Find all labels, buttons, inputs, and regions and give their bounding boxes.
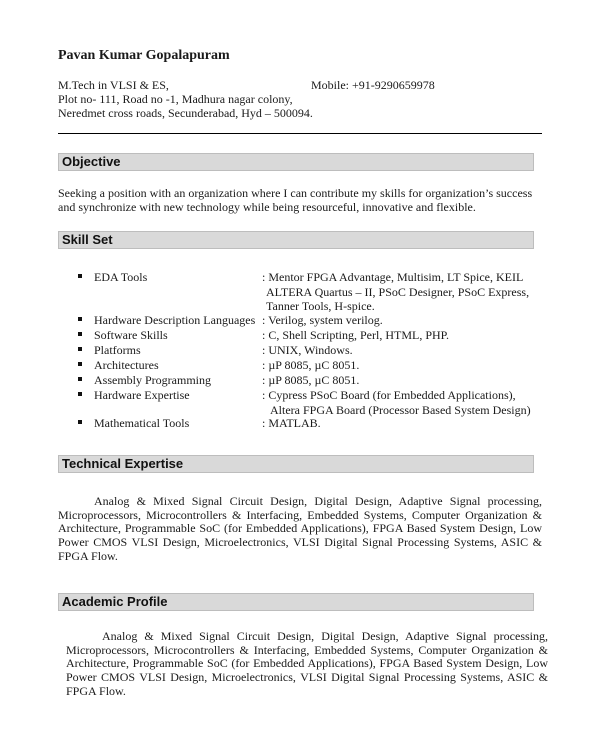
skill-value: : Mentor FPGA Advantage, Multisim, LT Spice, KEIL — [262, 270, 524, 284]
bullet — [78, 377, 82, 381]
skill-value: : MATLAB. — [262, 416, 321, 430]
objective-line: Seeking a position with an organization where I can contribute my skills for organization’s success — [58, 186, 533, 200]
skill-label: Platforms — [94, 343, 141, 357]
skill-value: : µP 8085, µC 8051. — [262, 373, 360, 387]
bullet — [78, 420, 82, 424]
skill-label: Architectures — [94, 358, 159, 372]
bullet — [78, 274, 82, 278]
skill-label: Assembly Programming — [94, 373, 211, 387]
address-line: Neredmet cross roads, Secunderabad, Hyd – 500094. — [58, 106, 313, 120]
technical-line: Microprocessors, Microcontrollers & Interfacing, Embedded Systems, Computer Organization & — [58, 508, 542, 522]
objective-line: and synchronize with new technology while being resourceful, innovative and flexible. — [58, 200, 476, 214]
bullet — [78, 347, 82, 351]
objective-heading: Objective — [58, 153, 534, 171]
address-line: M.Tech in VLSI & ES, — [58, 78, 169, 92]
skill-label: Hardware Expertise — [94, 388, 190, 402]
skill-value: : UNIX, Windows. — [262, 343, 353, 357]
header-divider — [58, 133, 542, 134]
academic-line: FPGA Flow. — [66, 684, 126, 698]
technical-line: Power CMOS VLSI Design, Microelectronics, VLSI Digital Signal Processing Systems, ASIC & — [58, 535, 542, 549]
technical-line: Architecture, Programmable SoC (for Embedded Applications), FPGA Based System Design, Low — [58, 521, 542, 535]
candidate-name: Pavan Kumar Gopalapuram — [58, 48, 230, 63]
skill-value: : Cypress PSoC Board (for Embedded Applications), — [262, 388, 516, 402]
academic-line: Architecture, Programmable SoC (for Embedded Applications), FPGA Based System Design, Low — [66, 656, 548, 670]
skill-label: Software Skills — [94, 328, 168, 342]
technical-expertise-heading: Technical Expertise — [58, 455, 534, 473]
technical-line: Analog & Mixed Signal Circuit Design, Digital Design, Adaptive Signal processing, — [94, 494, 542, 508]
mobile-number: Mobile: +91-9290659978 — [311, 78, 435, 92]
skill-label: Mathematical Tools — [94, 416, 190, 430]
skill-label: EDA Tools — [94, 270, 148, 284]
skill-value: : Verilog, system verilog. — [262, 313, 383, 327]
skill-value: Tanner Tools, H-spice. — [266, 299, 375, 313]
skill-value: Altera FPGA Board (Processor Based System Design) — [270, 403, 531, 417]
academic-profile-heading: Academic Profile — [58, 593, 534, 611]
technical-line: FPGA Flow. — [58, 549, 118, 563]
address-line: Plot no- 111, Road no -1, Madhura nagar colony, — [58, 92, 293, 106]
bullet — [78, 362, 82, 366]
bullet — [78, 392, 82, 396]
bullet — [78, 332, 82, 336]
academic-line: Microprocessors, Microcontrollers & Interfacing, Embedded Systems, Computer Organization & — [66, 643, 548, 657]
skill-value: : C, Shell Scripting, Perl, HTML, PHP. — [262, 328, 450, 342]
academic-line: Power CMOS VLSI Design, Microelectronics, VLSI Digital Signal Processing Systems, ASIC & — [66, 670, 548, 684]
skill-value: : µP 8085, µC 8051. — [262, 358, 360, 372]
skill-value: ALTERA Quartus – II, PSoC Designer, PSoC Express, — [266, 285, 530, 299]
academic-line: Analog & Mixed Signal Circuit Design, Digital Design, Adaptive Signal processing, — [102, 629, 548, 643]
skill-label: Hardware Description Languages — [94, 313, 256, 327]
bullet — [78, 317, 82, 321]
skill-set-heading: Skill Set — [58, 231, 534, 249]
